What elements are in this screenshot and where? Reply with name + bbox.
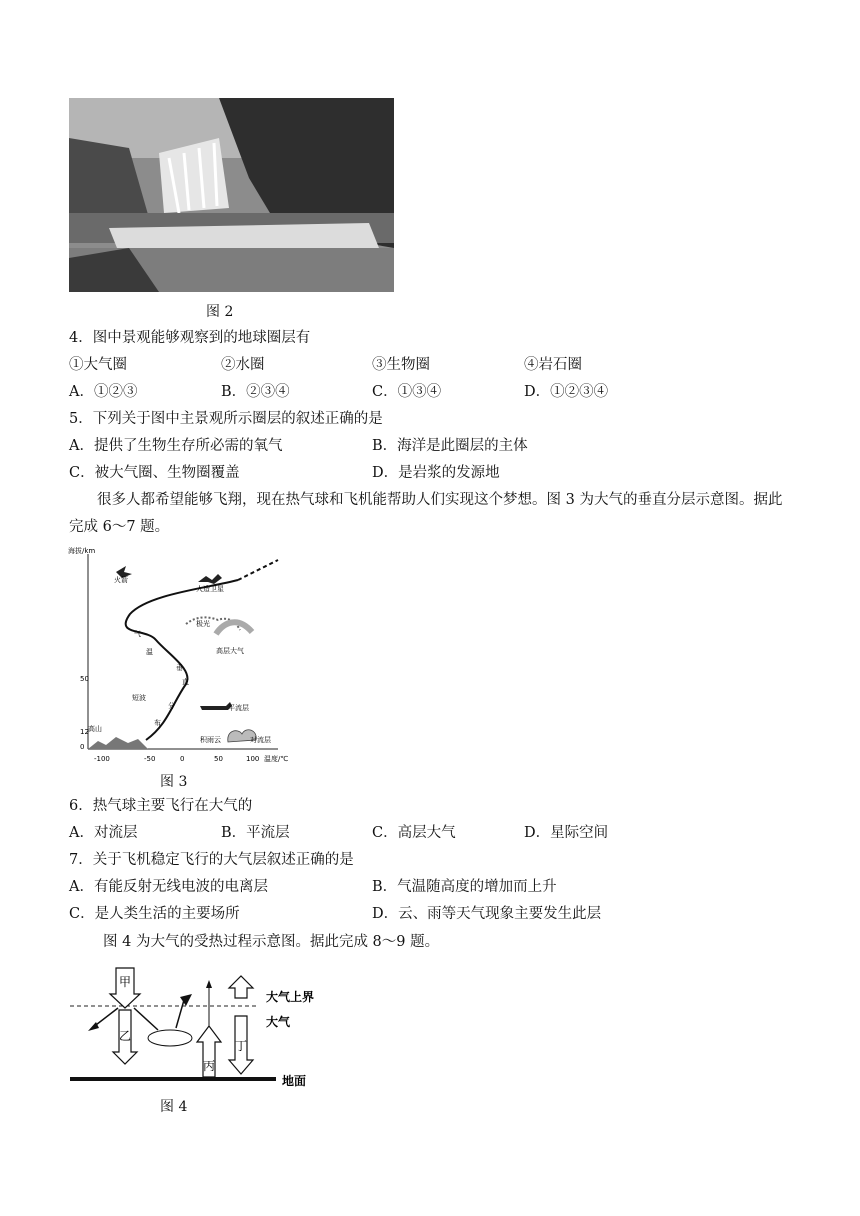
q4-option-a: A．①②③: [69, 384, 138, 400]
label-curve-char-6: 布: [154, 719, 161, 727]
label-curve-char-5: 分: [168, 702, 175, 710]
intro-paragraph-2: 图 4 为大气的受热过程示意图。据此完成 8～9 题。: [103, 934, 440, 950]
satellite-icon: [198, 574, 222, 584]
q5-option-b: B．海洋是此圈层的主体: [372, 438, 528, 454]
x-tick-50: 50: [214, 755, 223, 763]
q5-option-a: A．提供了生物生存所必需的氧气: [69, 438, 283, 454]
q6-option-b: B．平流层: [221, 825, 290, 841]
label-troposphere: 对流层: [250, 736, 271, 744]
label-stratosphere: 平流层: [228, 704, 249, 712]
fig4-caption: 图 4: [160, 1099, 188, 1115]
label-curve-char-3: 垂: [176, 664, 183, 672]
q7-option-c: C．是人类生活的主要场所: [69, 906, 240, 922]
q4-option-d: D．①②③④: [524, 384, 609, 400]
label-curve-char-1: 气: [134, 630, 141, 638]
q4-item-2: ②水圈: [221, 357, 265, 373]
x-tick-0: 0: [180, 755, 185, 763]
q6-option-a: A．对流层: [69, 825, 138, 841]
label-yi: 乙: [119, 1029, 132, 1043]
y-tick-12: 12: [80, 728, 89, 736]
label-ding: 丁: [235, 1039, 248, 1053]
x-axis-label: 温度/℃: [264, 755, 289, 763]
fig2-caption: 图 2: [206, 304, 234, 320]
waterfall-photo: [69, 98, 394, 292]
q4-option-c: C．①③④: [372, 384, 442, 400]
y-tick-0: 0: [80, 743, 85, 751]
cloud-icon: [148, 1030, 192, 1046]
q6-option-c: C．高层大气: [372, 825, 456, 841]
label-jia: 甲: [119, 975, 132, 989]
q4-option-b: B．②③④: [221, 384, 290, 400]
label-rocket: 火箭: [114, 576, 128, 584]
label-satellite: 人造卫星: [196, 585, 224, 593]
q7-option-b: B．气温随高度的增加而上升: [372, 879, 557, 895]
q7-option-d: D．云、雨等天气现象主要发生此层: [372, 906, 602, 922]
label-ground: 地面: [282, 1074, 307, 1088]
mountain-icon: [88, 737, 148, 749]
intro-paragraph-1: 很多人都希望能够飞翔，现在热气球和飞机能帮助人们实现这个梦想。图 3 为大气的垂直分层示意图。据此完成 6～7 题。: [69, 492, 783, 535]
q7-option-a: A．有能反射无线电波的电离层: [69, 879, 268, 895]
label-curve-char-4: 直: [182, 678, 189, 686]
atmosphere-heating-diagram: [66, 964, 326, 1088]
label-bing: 丙: [203, 1059, 216, 1073]
y-axis-label: 海拔/km: [68, 547, 96, 555]
q5-option-c: C．被大气圈、生物圈覆盖: [69, 465, 240, 481]
q5-stem: 5．下列关于图中主景观所示圈层的叙述正确的是: [69, 411, 383, 427]
q5-option-d: D．是岩浆的发源地: [372, 465, 500, 481]
x-tick-neg100: -100: [94, 755, 110, 763]
label-atmosphere-top: 大气上界: [266, 990, 315, 1004]
q4-item-1: ①大气圈: [69, 357, 127, 373]
label-curve-char-2: 温: [146, 648, 153, 656]
atmosphere-vertical-diagram: [68, 544, 298, 766]
label-aurora: 极光: [196, 620, 210, 628]
q6-option-d: D．星际空间: [524, 825, 609, 841]
label-mountain: 高山: [88, 725, 102, 733]
fig3-caption: 图 3: [160, 774, 188, 790]
y-tick-50: 50: [80, 675, 89, 683]
q6-stem: 6．热气球主要飞行在大气的: [69, 798, 253, 814]
x-tick-100: 100: [246, 755, 260, 763]
q4-item-4: ④岩石圈: [524, 357, 582, 373]
x-tick-neg50: -50: [144, 755, 156, 763]
label-upper-atmosphere: 高层大气: [216, 647, 244, 655]
q7-stem: 7．关于飞机稳定飞行的大气层叙述正确的是: [69, 852, 354, 868]
q4-item-3: ③生物圈: [372, 357, 430, 373]
label-atmosphere: 大气: [266, 1015, 291, 1029]
q4-stem: 4．图中景观能够观察到的地球圈层有: [69, 330, 311, 346]
label-cumulonimbus: 积雨云: [200, 736, 221, 744]
label-shortwave: 短波: [132, 694, 146, 702]
